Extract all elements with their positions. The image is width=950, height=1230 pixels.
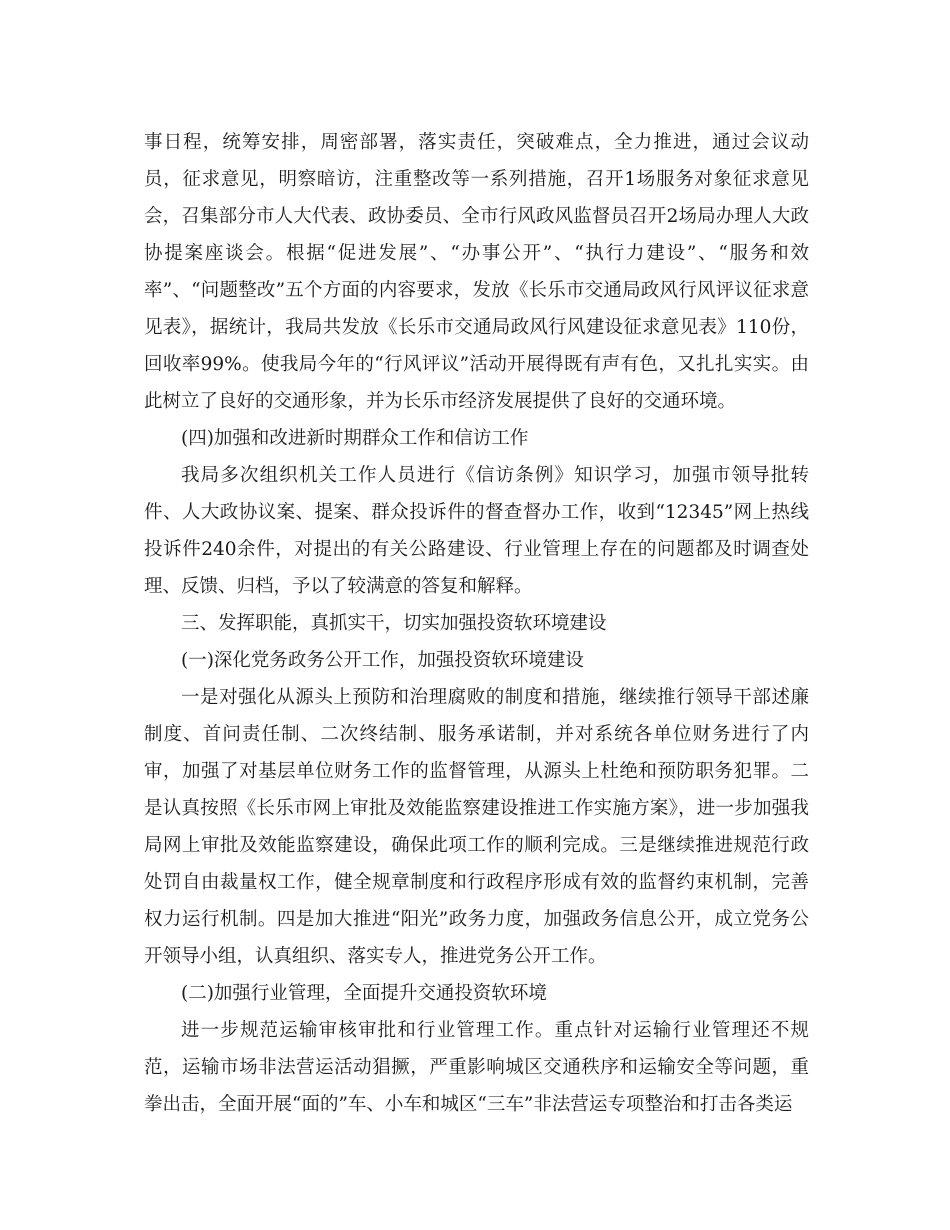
section-heading-4: (四)加强和改进新时期群众工作和信访工作 xyxy=(181,428,529,449)
section-heading-1: (一)深化党务政务公开工作，加强投资软环境建设 xyxy=(181,650,584,671)
section-heading-2: (二)加强行业管理，全面提升交通投资软环境 xyxy=(181,983,547,1004)
chapter-heading-3: 三、发挥职能，真抓实干，切实加强投资软环境建设 xyxy=(181,613,607,634)
paragraph-transparency: 一是对强化从源头上预防和治理腐败的制度和措施，继续推行领导干部述廉制度、首问责任制、二次终结制、服务承诺制，并对系统各单位财务进行了内审，加强了对基层单位财务工作的监督管理，从源头上杜绝和预防职务犯罪。二是认真按照《长乐市网上审批及效能监察建设推进工作实施方案》，进一步加强我局网上审批及效能监察建设，确保此项工作的顺利完成。三是继续推进规范行政处罚自由裁量权工作，健全规章制度和行政程序形成有效的监督约束机制，完善权力运行机制。四是加大推进“阳光”政务力度，加强政务信息公开，成立党务公开领导小组，认真组织、落实专人，推进党务公开工作。 xyxy=(144,687,809,967)
document-body xyxy=(144,124,809,1123)
paragraph-continuation: 事日程，统筹安排，周密部署，落实责任，突破难点，全力推进，通过会议动员，征求意见，明察暗访，注重整改等一系列措施，召开1场服务对象征求意见会，召集部分市人大代表、政协委员、全市行风政风监督员召开2场局办理人大政协提案座谈会。根据“促进发展”、“办事公开”、“执行力建设”、“服务和效率”、“问题整改”五个方面的内容要求，发放《长乐市交通局政风行风评议征求意见表》，据统计，我局共发放《长乐市交通局政风行风建设征求意见表》110份，回收率99%。使我局今年的“行风评议”活动开展得既有声有色，又扎扎实实。由此树立了良好的交通形象，并为长乐市经济发展提供了良好的交通环境。 xyxy=(144,132,809,412)
paragraph-industry-management: 进一步规范运输审核审批和行业管理工作。重点针对运输行业管理还不规范，运输市场非法营运活动猖撅，严重影响城区交通秩序和运输安全等问题，重拳出击，全面开展“面的”车、小车和城区“三车”非法营运专项整治和打击各类运 xyxy=(144,1020,809,1115)
paragraph-petition-work: 我局多次组织机关工作人员进行《信访条例》知识学习，加强市领导批转件、人大政协议案、提案、群众投诉件的督查督办工作，收到“12345”网上热线投诉件240余件，对提出的有关公路建设、行业管理上存在的问题都及时调查处理、反馈、归档，予以了较满意的答复和解释。 xyxy=(144,465,809,597)
